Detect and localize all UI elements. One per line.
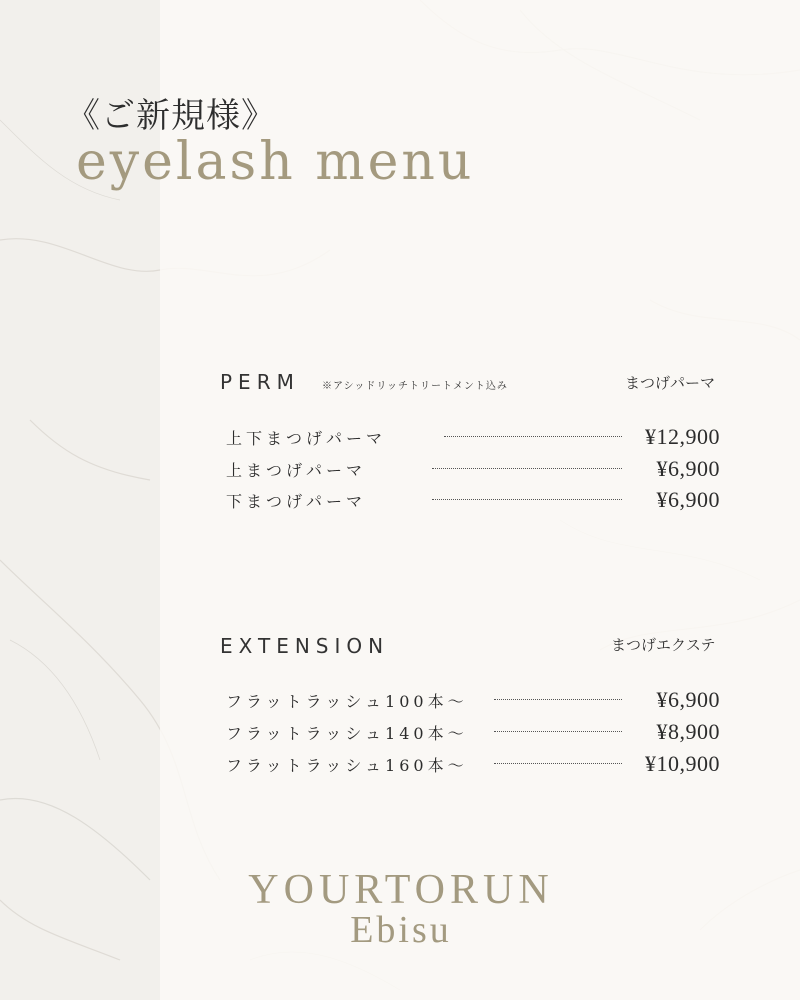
menu-item-label: フラットラッシュ160本〜: [226, 756, 468, 775]
menu-row: [226, 456, 720, 484]
menu-item-price: ¥10,900: [645, 751, 720, 776]
menu-item-label: フラットラッシュ140本〜: [226, 724, 468, 743]
menu-item-label: フラットラッシュ100本〜: [226, 692, 468, 711]
extension-section-title: EXTENSION: [220, 634, 390, 658]
page-title: eyelash menu: [76, 132, 475, 192]
heading-new-customer: 《ご新規様》: [66, 96, 276, 136]
menu-item-label: 上下まつげパーマ: [226, 429, 387, 448]
menu-item-price: ¥8,900: [656, 719, 720, 744]
menu-row: [226, 687, 720, 715]
menu-item-label: 下まつげパーマ: [226, 492, 367, 511]
perm-section-note: ※アシッドリッチトリートメント込み: [322, 381, 508, 392]
leader-dots: [444, 436, 622, 437]
menu-item-label: 上まつげパーマ: [226, 461, 367, 480]
menu-item-price: ¥6,900: [656, 487, 720, 512]
menu-item-price: ¥12,900: [645, 424, 720, 449]
brand-name: YOURTORUN: [248, 867, 554, 913]
leader-dots: [494, 699, 622, 700]
brand-location: Ebisu: [350, 909, 452, 951]
leader-dots: [432, 468, 622, 469]
perm-section-title: PERM: [220, 370, 300, 394]
leader-dots: [494, 731, 622, 732]
extension-section-subtitle: まつげエクステ: [611, 636, 716, 654]
leader-dots: [494, 763, 622, 764]
menu-item-price: ¥6,900: [656, 456, 720, 481]
menu-row: [226, 487, 720, 515]
menu-row: [226, 719, 720, 747]
perm-section-subtitle: まつげパーマ: [625, 374, 716, 392]
menu-item-price: ¥6,900: [656, 687, 720, 712]
menu-row: [226, 424, 720, 452]
leader-dots: [432, 499, 622, 500]
menu-row: [226, 751, 720, 779]
